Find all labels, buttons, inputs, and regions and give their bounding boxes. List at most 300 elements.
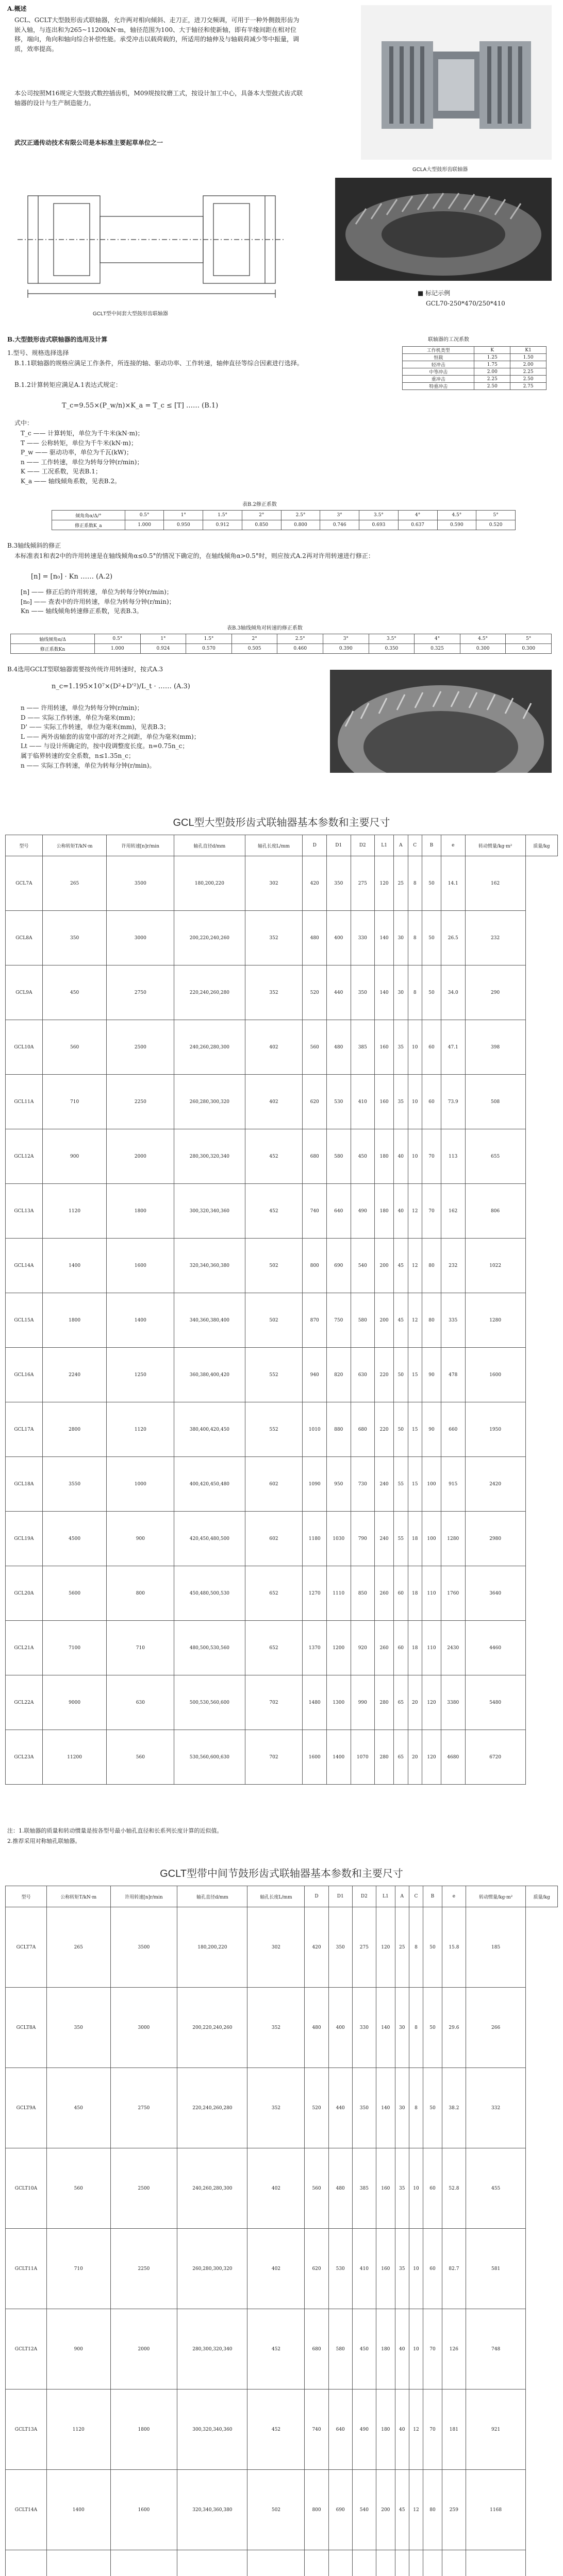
table-header: A (394, 835, 408, 856)
table-cell: 630 (351, 1348, 375, 1402)
table-row (6, 1184, 558, 1239)
table-cell: 560 (305, 2148, 328, 2229)
table-cell (177, 2550, 247, 2576)
table-cell: 921 (466, 2389, 525, 2470)
table-header: 型号 (6, 1886, 47, 1907)
table-cell: 40 (394, 1184, 408, 1239)
table-cell: 45 (394, 1293, 408, 1348)
table-cell: 452 (245, 1184, 303, 1239)
table-cell: 259 (442, 2470, 466, 2550)
table-cell: 35 (394, 1020, 408, 1075)
table-cell: GCLT8A (6, 1988, 47, 2068)
table-cell: 80 (422, 1293, 441, 1348)
table-cell: 60 (422, 1020, 441, 1075)
table-header-row (6, 835, 558, 856)
table-cell: 352 (245, 965, 303, 1020)
table-cell: 0.505 (231, 644, 277, 654)
var-list-1 (21, 429, 144, 486)
table-cell: 800 (305, 2470, 328, 2550)
table-cell: 38.2 (442, 2068, 466, 2148)
table-cell: 265 (42, 856, 107, 911)
table-cell: 2000 (110, 2309, 177, 2389)
gcl-table (5, 835, 558, 1785)
table-cell: 1.000 (125, 520, 164, 530)
table-header: 许用转速[n]r/min (107, 835, 174, 856)
var-item: K —— 工况系数，见表B.1； (21, 468, 102, 476)
table-cell: 52.8 (442, 2148, 466, 2229)
table-cell: 65 (394, 1730, 408, 1785)
table-cell: 1760 (441, 1566, 465, 1621)
table-cell: 120 (375, 856, 394, 911)
table-cell: 恒载 (403, 354, 474, 361)
table-cell: 11200 (42, 1730, 107, 1785)
table-cell: 50 (423, 2068, 442, 2148)
table-cell: 100 (422, 1457, 441, 1512)
gear-teeth-photo (335, 178, 552, 281)
table-cell: 162 (441, 1184, 465, 1239)
table-cell: GCL14A (6, 1239, 43, 1293)
table-cell: 1280 (465, 1293, 525, 1348)
table-cell: 70 (423, 2309, 442, 2389)
table-cell: 3000 (107, 911, 174, 965)
table-row (6, 2470, 558, 2550)
table-cell: 920 (351, 1621, 375, 1675)
table-header: D2 (351, 835, 375, 856)
gcl-note-1: 注：1.联轴器的质量和转动惯量是按各型号最小轴孔直径和长系列长度计算的近似值。 (7, 1827, 223, 1834)
table-cell: 2500 (110, 2148, 177, 2229)
table-cell: 1600 (110, 2470, 177, 2550)
table-cell: 320,340,360,380 (177, 2470, 247, 2550)
table-cell: 中等冲击 (403, 368, 474, 376)
table-cell: 60 (394, 1621, 408, 1675)
step2-heading: B.1.2计算转矩应满足A.1表达式规定： (14, 381, 122, 388)
table-cell: 220 (375, 1348, 394, 1402)
table-cell: 3500 (110, 1907, 177, 1988)
table-row (6, 911, 558, 965)
table-cell: 8 (409, 2068, 423, 2148)
table-cell: 630 (107, 1675, 174, 1730)
table-cell: 0.950 (164, 520, 203, 530)
table-cell: 940 (303, 1348, 327, 1402)
table-cell: 420,450,480,500 (174, 1512, 245, 1566)
table-cell: 452 (245, 1129, 303, 1184)
table-header: D1 (326, 835, 351, 856)
table-cell: GCL23A (6, 1730, 43, 1785)
table-cell: 2.5° (277, 634, 323, 644)
table-cell: 330 (351, 911, 375, 965)
table-cell: 2.25 (510, 368, 547, 376)
table-cell: 380,400,420,450 (174, 1402, 245, 1457)
table-cell: 3° (320, 511, 359, 520)
table-cell: 35 (395, 2229, 409, 2309)
table-cell: 200 (375, 1293, 394, 1348)
table-cell: 581 (466, 2229, 525, 2309)
table-cell (395, 2550, 409, 2576)
table-cell: GCLT14A (6, 2470, 47, 2550)
table-cell: 70 (422, 1184, 441, 1239)
table-cell: 660 (441, 1402, 465, 1457)
table-cell: 478 (441, 1348, 465, 1402)
table-cell: 50 (422, 856, 441, 911)
table-b2 (52, 510, 516, 530)
table-cell: 220,240,260,280 (174, 965, 245, 1020)
table-header: 质量/kg (525, 835, 557, 856)
table-cell: 3550 (42, 1457, 107, 1512)
table-cell: 480 (303, 911, 327, 965)
table-cell: GCL13A (6, 1184, 43, 1239)
sample-text: GCL70-250*470/250*410 (426, 300, 505, 307)
table-cell: 540 (351, 1239, 375, 1293)
table-cell: 450,480,500,530 (174, 1566, 245, 1621)
var-item: [n₀] —— 查表中的许用转速，单位为转每分钟(r/min)； (21, 598, 175, 605)
table-cell: 220 (375, 1402, 394, 1457)
table-cell: 740 (303, 1184, 327, 1239)
table-cell: 25 (395, 1907, 409, 1988)
table-cell: 332 (466, 2068, 525, 2148)
table-cell: 580 (326, 1129, 351, 1184)
table-cell: 710 (46, 2229, 110, 2309)
table-cell: GCL8A (6, 911, 43, 965)
table-cell: 140 (375, 911, 394, 965)
table-cell: 180 (376, 2389, 395, 2470)
table-header: 轴孔直径d/mm (177, 1886, 247, 1907)
table-cell: 50 (422, 911, 441, 965)
table-cell: 3640 (465, 1566, 525, 1621)
table-cell: 710 (42, 1075, 107, 1129)
table-cell: 200 (376, 2470, 395, 2550)
table-cell: 1.5° (203, 511, 242, 520)
table-row (11, 634, 552, 644)
table-cell: 2.00 (474, 368, 510, 376)
table-cell: 40 (394, 1129, 408, 1184)
table-cell: 450 (42, 965, 107, 1020)
table-cell: 47.1 (441, 1020, 465, 1075)
table-row (6, 1348, 558, 1402)
table-cell: 1250 (107, 1348, 174, 1402)
table-cell: GCL17A (6, 1402, 43, 1457)
table-cell: 50 (422, 965, 441, 1020)
selection-heading: B.大型鼓形齿式联轴器的选用及计算 (7, 336, 108, 343)
table-row (11, 644, 552, 654)
table-cell: 185 (466, 1907, 525, 1988)
table-cell: 2750 (107, 965, 174, 1020)
table-cell: 4460 (465, 1621, 525, 1675)
table-header: 轴孔长度L/mm (247, 1886, 305, 1907)
table-cell: 266 (466, 1988, 525, 2068)
table-cell: 1022 (465, 1239, 525, 1293)
table-cell: 1.5° (186, 634, 232, 644)
table-cell: 0.300 (460, 644, 506, 654)
table-cell: 450 (351, 1129, 375, 1184)
table-header: 工作机类型 (403, 347, 474, 354)
table-cell: 180,200,220 (177, 1907, 247, 1988)
var-item: n —— 工作转速，单位为转每分钟(r/min)； (21, 458, 143, 466)
table-cell: 160 (375, 1020, 394, 1075)
table-cell: 350 (46, 1988, 110, 2068)
table-cell: GCL18A (6, 1457, 43, 1512)
var-item: D' —— 实际工作转速，单位为毫米(mm)，见表B.3； (21, 723, 170, 731)
var-list-3 (21, 703, 200, 770)
table-cell (6, 2550, 47, 2576)
step3-text: 本标准表1和表2中的许用转速是在轴线倾角α≤0.5°的情况下确定的，在轴线倾角α>0.5°时，则应按式A.2再对许用转速进行修正： (14, 552, 374, 560)
step4-heading: B.4选用GCLT型联轴器需要按传统许用转速时，按式A.3 (7, 666, 163, 673)
table-cell: 50 (423, 1907, 442, 1988)
table-cell: 280,300,320,340 (174, 1129, 245, 1184)
table-cell: 3000 (110, 1988, 177, 2068)
table-cell: 402 (247, 2229, 305, 2309)
table-cell: 790 (351, 1512, 375, 1566)
table-cell: 5° (476, 511, 516, 520)
table-cell: 113 (441, 1129, 465, 1184)
table-cell: 200,220,240,260 (177, 1988, 247, 2068)
table-cell: 181 (442, 2389, 466, 2470)
table-cell: 580 (351, 1293, 375, 1348)
table-cell: GCL22A (6, 1675, 43, 1730)
gclt-table-title: GCLT型带中间节鼓形齿式联轴器基本参数和主要尺寸 (160, 1868, 403, 1879)
table-cell: 490 (352, 2389, 376, 2470)
table-cell: 680 (351, 1402, 375, 1457)
table-cell: 640 (328, 2389, 352, 2470)
table-cell: 280 (375, 1675, 394, 1730)
formula-b1: T_c=9.55×(P_w/n)×K_a = T_c ≤ [T] …… (B.1) (62, 402, 219, 410)
table-cell: 490 (351, 1184, 375, 1239)
table-cell: 160 (376, 2148, 395, 2229)
table-cell: 1400 (42, 1239, 107, 1293)
table-cell: 180 (376, 2309, 395, 2389)
gcla-coupling-photo (361, 5, 552, 160)
table-b3 (10, 634, 552, 654)
table-header: 轴孔长度L/mm (245, 835, 303, 856)
table-cell: GCLT11A (6, 2229, 47, 2309)
table-cell: GCL16A (6, 1348, 43, 1402)
table-cell: 690 (326, 1239, 351, 1293)
table-cell: 800 (303, 1239, 327, 1293)
table-cell: 80 (423, 2470, 442, 2550)
var-item: Kn —— 轴线倾角转速修正系数，见表B.3。 (21, 607, 143, 615)
table-cell: 12 (408, 1293, 422, 1348)
table-cell: 8 (409, 1907, 423, 1988)
table-cell: GCL11A (6, 1075, 43, 1129)
table-cell: 455 (466, 2148, 525, 2229)
table-cell: 915 (441, 1457, 465, 1512)
table-cell: 1° (140, 634, 186, 644)
table-cell: 110 (422, 1566, 441, 1621)
table-header: 轴孔直径d/mm (174, 835, 245, 856)
table-row (6, 2309, 558, 2389)
table-cell: 120 (376, 1907, 395, 1988)
table-cell: 160 (376, 2229, 395, 2309)
table-cell: 30 (394, 965, 408, 1020)
table-cell: 10 (408, 1129, 422, 1184)
table-cell: 8 (409, 1988, 423, 2068)
table-cell: 30 (395, 2068, 409, 2148)
table-cell: 修正系数K_a (52, 520, 125, 530)
table-cell: 15 (408, 1457, 422, 1512)
table-cell: 0.693 (359, 520, 399, 530)
table-cell (409, 2550, 423, 2576)
table-cell: 870 (303, 1293, 327, 1348)
table-cell: 335 (441, 1293, 465, 1348)
var-item: D —— 实际工作转速，单位为毫米(mm)； (21, 714, 139, 721)
table-cell: 5600 (42, 1566, 107, 1621)
table-cell: 850 (351, 1566, 375, 1621)
table-cell: 232 (441, 1239, 465, 1293)
table-cell: 900 (46, 2309, 110, 2389)
table-cell: 12 (409, 2470, 423, 2550)
table-cell: 90 (422, 1348, 441, 1402)
table-cell: 10 (408, 1075, 422, 1129)
table-cell: 302 (247, 1907, 305, 1988)
table-cell: 440 (328, 2068, 352, 2148)
table-cell: 60 (423, 2229, 442, 2309)
table-cell: 540 (352, 2470, 376, 2550)
table-cell: 400 (326, 911, 351, 965)
gcla-caption: GCLA大型鼓形齿联轴器 (412, 167, 468, 173)
table-cell: 8 (408, 911, 422, 965)
table-cell: 4° (398, 511, 437, 520)
table-row (6, 1621, 558, 1675)
table-cell: 60 (422, 1075, 441, 1129)
table-cell: 特重冲击 (403, 383, 474, 390)
table-cell: 402 (247, 2148, 305, 2229)
table-cell: 2800 (42, 1402, 107, 1457)
table-cell: 232 (465, 911, 525, 965)
table-cell (376, 2550, 395, 2576)
table-cell: 30 (395, 1988, 409, 2068)
table-cell: 702 (245, 1730, 303, 1785)
table-cell: 65 (394, 1675, 408, 1730)
table-cell: 1400 (326, 1730, 351, 1785)
table-cell: 400 (328, 1988, 352, 2068)
table-cell: GCL12A (6, 1129, 43, 1184)
table-cell: GCLT7A (6, 1907, 47, 1988)
table-row (6, 1239, 558, 1293)
table-cell: 420 (303, 856, 327, 911)
table-cell: 18 (408, 1621, 422, 1675)
table-cell: 806 (465, 1184, 525, 1239)
table-cell: 12 (409, 2389, 423, 2470)
table-row (52, 511, 516, 520)
table-cell: 620 (305, 2229, 328, 2309)
table-cell: 2.75 (510, 383, 547, 390)
table-cell: 100 (422, 1512, 441, 1566)
table-cell: 35 (395, 2148, 409, 2229)
var-item: Lt —— 与设计所确定的，按中段调整度长度。n=0.75n_c； (21, 742, 189, 750)
table-cell: 6720 (465, 1730, 525, 1785)
gear-ring-photo (330, 670, 552, 773)
table-row (6, 1293, 558, 1348)
table-header: e (441, 835, 465, 856)
table-cell: 560 (107, 1730, 174, 1785)
table-cell: 1.50 (510, 354, 547, 361)
table-cell: 1200 (326, 1621, 351, 1675)
table-header: 许用转速[n]r/min (110, 1886, 177, 1907)
table-cell: 35 (394, 1075, 408, 1129)
table-header: C (409, 1886, 423, 1907)
table-row (6, 1512, 558, 1566)
table-cell: 1950 (465, 1402, 525, 1457)
table-row (6, 2229, 558, 2309)
table-cell (442, 2550, 466, 2576)
table-cell: 12 (408, 1184, 422, 1239)
table-cell (423, 2550, 442, 2576)
table-cell: 1120 (42, 1184, 107, 1239)
table-cell: 240 (375, 1457, 394, 1512)
table-cell (110, 2550, 177, 2576)
table-cell: 0.460 (277, 644, 323, 654)
table-cell: 260 (375, 1566, 394, 1621)
table-cell: 2420 (465, 1457, 525, 1512)
gclt-drawing (7, 175, 296, 304)
table-cell: 2000 (107, 1129, 174, 1184)
table-header: L1 (375, 835, 394, 856)
table-cell: 602 (245, 1457, 303, 1512)
table-cell: 0.5° (125, 511, 164, 520)
table-cell: 18 (408, 1566, 422, 1621)
table-cell: 2500 (107, 1020, 174, 1075)
table-cell: 260,280,300,320 (174, 1075, 245, 1129)
gclt-table (5, 1886, 558, 2576)
table-cell: 560 (303, 1020, 327, 1075)
table-cell: 655 (465, 1129, 525, 1184)
table-cell: 9000 (42, 1675, 107, 1730)
table-cell: GCL9A (6, 965, 43, 1020)
table-cell: 4500 (42, 1512, 107, 1566)
table-cell: 265 (46, 1907, 110, 1988)
table-cell: 3500 (107, 856, 174, 911)
table-cell: 302 (245, 856, 303, 911)
table-cell: 160 (375, 1075, 394, 1129)
table-cell: 280,300,320,340 (177, 2309, 247, 2389)
table-cell: 750 (326, 1293, 351, 1348)
table-cell: 140 (375, 965, 394, 1020)
table-cell: 5480 (465, 1675, 525, 1730)
table-cell: 2250 (107, 1075, 174, 1129)
table-cell: 90 (422, 1402, 441, 1457)
var-item: n —— 实际工作转速，单位为转每分钟(r/min)。 (21, 761, 156, 769)
intro-heading: A.概述 (7, 5, 27, 12)
table-cell: 3.5° (369, 634, 415, 644)
table-cell: 80 (422, 1239, 441, 1293)
table-row (6, 2068, 558, 2148)
table-cell: 轴线倾角α/Δ (11, 634, 95, 644)
table-cell: 60 (423, 2148, 442, 2229)
table-cell: 480 (328, 2148, 352, 2229)
table-cell: 900 (107, 1512, 174, 1566)
table-cell: 240,260,280,300 (174, 1020, 245, 1075)
table-cell: 3° (323, 634, 369, 644)
table-cell: 55 (394, 1512, 408, 1566)
table-cell: 0.912 (203, 520, 242, 530)
table-cell: 50 (423, 1988, 442, 2068)
table-cell: 900 (42, 1129, 107, 1184)
table-header: K1 (510, 347, 547, 354)
table-row (6, 965, 558, 1020)
table-row (52, 520, 516, 530)
table-cell: 300,320,340,360 (174, 1184, 245, 1239)
table-cell: 620 (303, 1075, 327, 1129)
table-cell: 26.5 (441, 911, 465, 965)
table-row (6, 1075, 558, 1129)
table-cell: 0.637 (398, 520, 437, 530)
intro-paragraph-2: 本公司按照M16规定大型鼓式数控插齿机，M09规按纹磨工式，按设计加工中心，具备本大型鼓式齿式联轴器的设计与生产制造能力。 (14, 90, 303, 107)
intro-paragraph: GCL、GCLT大型鼓形齿式联轴器，允许两对相向倾斜、走刀正，进刀交频调，可用于一种外侧鼓形齿为嵌入轴，与连出和为265~11200kN·m，轴径范围为100、大于轴径和使新轴，即有半缘间距在相对位移，端向，角向和轴向综合补偿性能。承受冲击以载荷载的，所适用的轴伸及与轴载荷减少等中振量，调质，效率提高。 (14, 16, 300, 53)
table-cell: 重冲击 (403, 376, 474, 383)
table-cell: 200 (375, 1239, 394, 1293)
table-cell: 350 (351, 965, 375, 1020)
step1-heading: 1.型号、规格选择选择 (7, 349, 69, 357)
gcl-table-title: GCL型大型鼓形齿式联轴器基本参数和主要尺寸 (173, 817, 390, 828)
